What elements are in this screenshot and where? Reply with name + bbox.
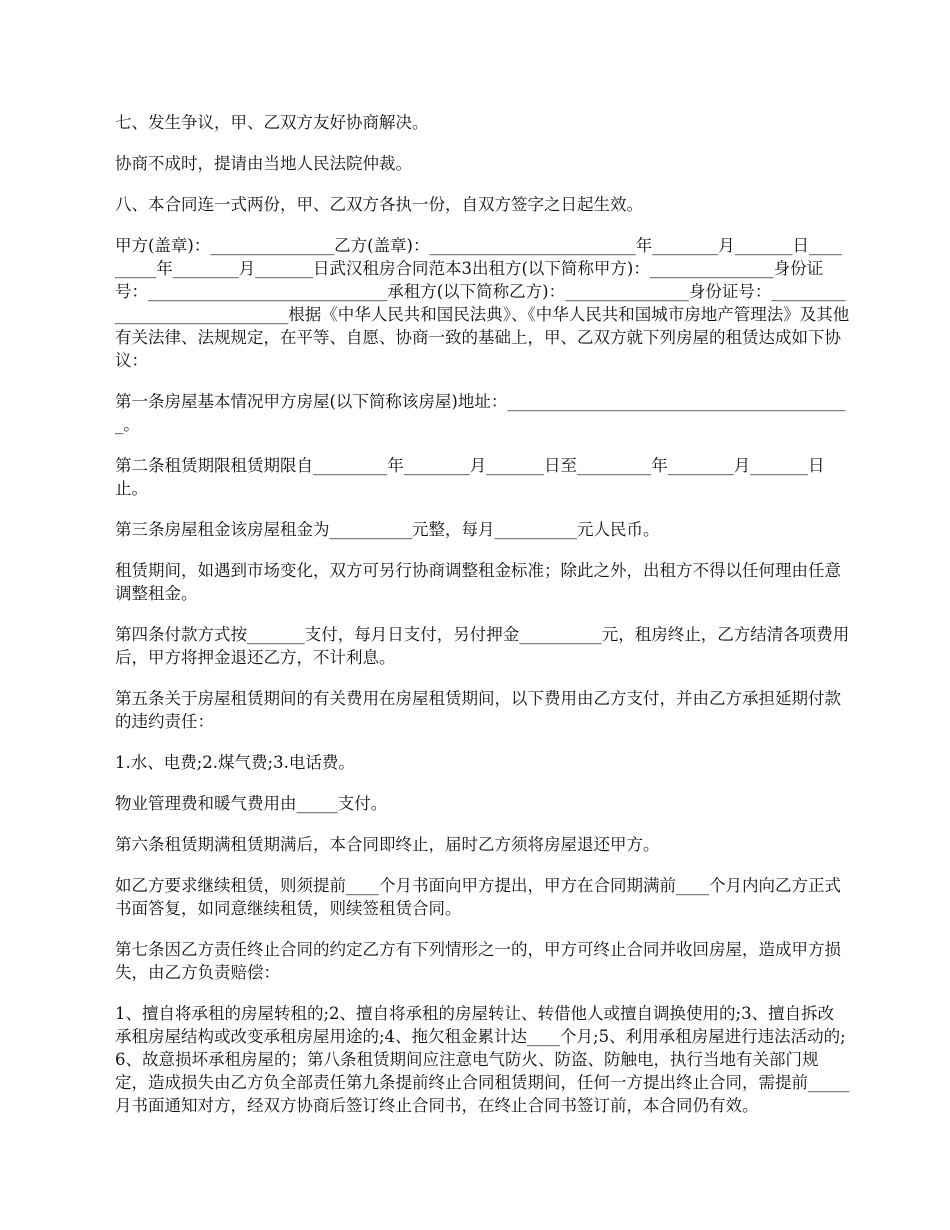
paragraph: 第四条付款方式按_______支付，每月日支付，另付押金__________元，租房终止，乙方结清各项费用后，甲方将押金退还乙方，不计利息。 bbox=[115, 625, 850, 667]
paragraph: 第五条关于房屋租赁期间的有关费用在房屋租赁期间，以下费用由乙方支付，并由乙方承担延期付款的违约责任： bbox=[115, 689, 841, 731]
paragraph: 第六条租赁期满租赁期满后，本合同即终止，届时乙方须将房屋退还甲方。 bbox=[115, 835, 660, 854]
paragraph: 八、本合同连一式两份，甲、乙双方各执一份，自双方签字之日起生效。 bbox=[115, 195, 643, 214]
paragraph: 第一条房屋基本情况甲方房屋(以下简称该房屋)地址：__________________________________________。 bbox=[115, 392, 846, 434]
paragraph: 物业管理费和暖气费用由_____支付。 bbox=[115, 794, 388, 813]
paragraph: 第七条因乙方责任终止合同的约定乙方有下列情形之一的，甲方可终止合同并收回房屋，造成甲方损失，由乙方负责赔偿： bbox=[115, 940, 841, 982]
paragraph: 1、擅自将承租的房屋转租的;2、擅自将承租的房屋转让、转借他人或擅自调换使用的;3、擅自拆改承租房屋结构或改变承租房屋用途的;4、拖欠租金累计达____个月;5、利用承租房屋进行违法活动的;6、故意损坏承租房屋的；第八条租赁期间应注意电气防火、防盗、防触电，执行当地有关部门规定，造成损失由乙方负全部责任第九条提前终止合同租赁期间，任何一方提出终止合同，需提前_____月书面通知对方，经双方协商后签订终止合同书，在终止合同书签订前，本合同仍有效。 bbox=[115, 1004, 850, 1115]
paragraph: 七、发生争议，甲、乙双方友好协商解决。 bbox=[115, 113, 429, 132]
paragraph: 第三条房屋租金该房屋租金为__________元整，每月__________元人民币。 bbox=[115, 520, 660, 539]
paragraph: 协商不成时，提请由当地人民法院仲裁。 bbox=[115, 154, 412, 173]
paragraph: 甲方(盖章)：_______________乙方(盖章)：_________________________年________月_______日_________年________月_______日武汉租房合同范本3出租方(以下简称甲方)：_______________身份证号：_____________________________承租方(以下简称乙方)：_______________身份证号：______________________________根据《中华人民共和国民法典》、《中华人民共和国城市房地产管理法》及其他有关法律、法规规定，在平等、自愿、协商一致的基础上，甲、乙双方就下列房屋的租赁达成如下协议： bbox=[115, 236, 850, 370]
document-page bbox=[115, 111, 850, 1135]
paragraph: 如乙方要求继续租赁，则须提前____个月书面向甲方提出，甲方在合同期满前____个月内向乙方正式书面答复，如同意继续租赁，则续签租赁合同。 bbox=[115, 876, 841, 918]
paragraph: 1.水、电费;2.煤气费;3.电话费。 bbox=[115, 753, 355, 772]
paragraph: 租赁期间，如遇到市场变化，双方可另行协商调整租金标准；除此之外，出租方不得以任何理由任意调整租金。 bbox=[115, 561, 841, 603]
paragraph: 第二条租赁期限租赁期限自_________年________月_______日至_________年________月_______日止。 bbox=[115, 456, 825, 498]
